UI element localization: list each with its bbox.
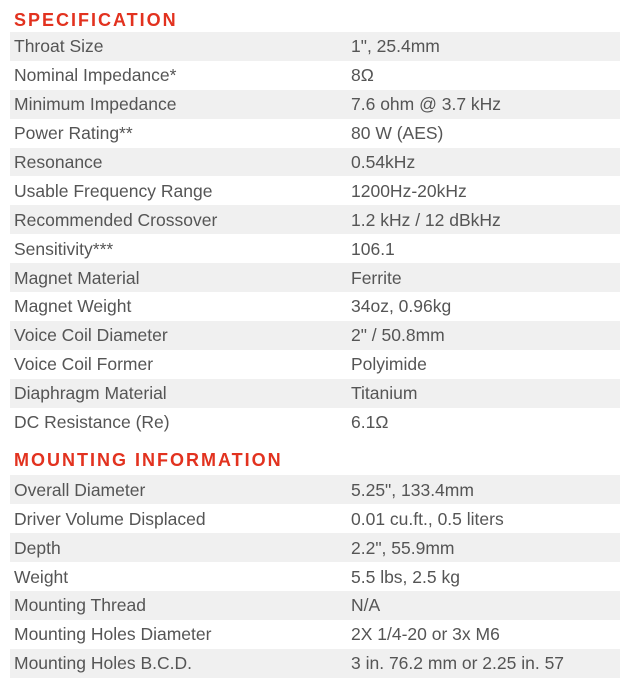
mount-label: Mounting Holes Diameter bbox=[10, 620, 351, 649]
mount-value: 3 in. 76.2 mm or 2.25 in. 57 bbox=[351, 649, 620, 678]
spec-label: Diaphragm Material bbox=[10, 379, 351, 408]
spec-value: 2" / 50.8mm bbox=[351, 321, 620, 350]
mount-row-depth bbox=[10, 533, 620, 562]
spec-label: Voice Coil Former bbox=[10, 350, 351, 379]
mount-row-driver-volume-displaced bbox=[10, 504, 620, 533]
mount-value: 5.25", 133.4mm bbox=[351, 475, 620, 504]
spec-row-nominal-impedance bbox=[10, 61, 620, 90]
mount-value: N/A bbox=[351, 591, 620, 620]
mount-row-mounting-holes-diameter bbox=[10, 620, 620, 649]
mount-value: 0.01 cu.ft., 0.5 liters bbox=[351, 504, 620, 533]
spec-label: Minimum Impedance bbox=[10, 90, 351, 119]
spec-row-diaphragm-material bbox=[10, 379, 620, 408]
spec-label: Magnet Material bbox=[10, 263, 351, 292]
spec-label: Recommended Crossover bbox=[10, 205, 351, 234]
mount-row-weight bbox=[10, 562, 620, 591]
mount-row-mounting-thread bbox=[10, 591, 620, 620]
spec-label: Throat Size bbox=[10, 32, 351, 61]
mount-label: Mounting Holes B.C.D. bbox=[10, 649, 351, 678]
spec-row-usable-frequency-range bbox=[10, 176, 620, 205]
spec-value: Titanium bbox=[351, 379, 620, 408]
spec-value: 0.54kHz bbox=[351, 148, 620, 177]
spec-label: Resonance bbox=[10, 148, 351, 177]
spec-row-sensitivity bbox=[10, 234, 620, 263]
spec-row-minimum-impedance bbox=[10, 90, 620, 119]
spec-label: DC Resistance (Re) bbox=[10, 408, 351, 437]
specification-heading: SPECIFICATION bbox=[14, 10, 178, 30]
mount-row-mounting-holes-bcd bbox=[10, 649, 620, 678]
spec-row-throat-size bbox=[10, 32, 620, 61]
mount-label: Driver Volume Displaced bbox=[10, 504, 351, 533]
spec-value: 1", 25.4mm bbox=[351, 32, 620, 61]
spec-label: Voice Coil Diameter bbox=[10, 321, 351, 350]
spec-row-magnet-weight bbox=[10, 292, 620, 321]
spec-row-resonance bbox=[10, 148, 620, 177]
spec-label: Nominal Impedance* bbox=[10, 61, 351, 90]
spec-value: 34oz, 0.96kg bbox=[351, 292, 620, 321]
spec-row-recommended-crossover bbox=[10, 205, 620, 234]
spec-value: 1200Hz-20kHz bbox=[351, 176, 620, 205]
spec-row-power-rating bbox=[10, 119, 620, 148]
spec-value: 106.1 bbox=[351, 234, 620, 263]
spec-label: Power Rating** bbox=[10, 119, 351, 148]
mount-value: 2X 1/4-20 or 3x M6 bbox=[351, 620, 620, 649]
spec-value: 7.6 ohm @ 3.7 kHz bbox=[351, 90, 620, 119]
spec-value: Polyimide bbox=[351, 350, 620, 379]
spec-value: 1.2 kHz / 12 dBkHz bbox=[351, 205, 620, 234]
spec-value: Ferrite bbox=[351, 263, 620, 292]
mount-value: 2.2", 55.9mm bbox=[351, 533, 620, 562]
spec-value: 6.1Ω bbox=[351, 408, 620, 437]
spec-row-magnet-material bbox=[10, 263, 620, 292]
spec-label: Sensitivity*** bbox=[10, 234, 351, 263]
mounting-heading: MOUNTING INFORMATION bbox=[14, 450, 283, 471]
spec-value: 80 W (AES) bbox=[351, 119, 620, 148]
spec-row-voice-coil-former bbox=[10, 350, 620, 379]
mounting-table bbox=[10, 475, 620, 677]
mount-label: Mounting Thread bbox=[10, 591, 351, 620]
specification-table bbox=[10, 32, 620, 436]
mount-label: Weight bbox=[10, 562, 351, 591]
mount-value: 5.5 lbs, 2.5 kg bbox=[351, 562, 620, 591]
mount-label: Overall Diameter bbox=[10, 475, 351, 504]
mount-label: Depth bbox=[10, 533, 351, 562]
mount-row-overall-diameter bbox=[10, 475, 620, 504]
spec-label: Magnet Weight bbox=[10, 292, 351, 321]
spec-row-voice-coil-diameter bbox=[10, 321, 620, 350]
spec-row-dc-resistance bbox=[10, 408, 620, 437]
spec-value: 8Ω bbox=[351, 61, 620, 90]
spec-label: Usable Frequency Range bbox=[10, 176, 351, 205]
